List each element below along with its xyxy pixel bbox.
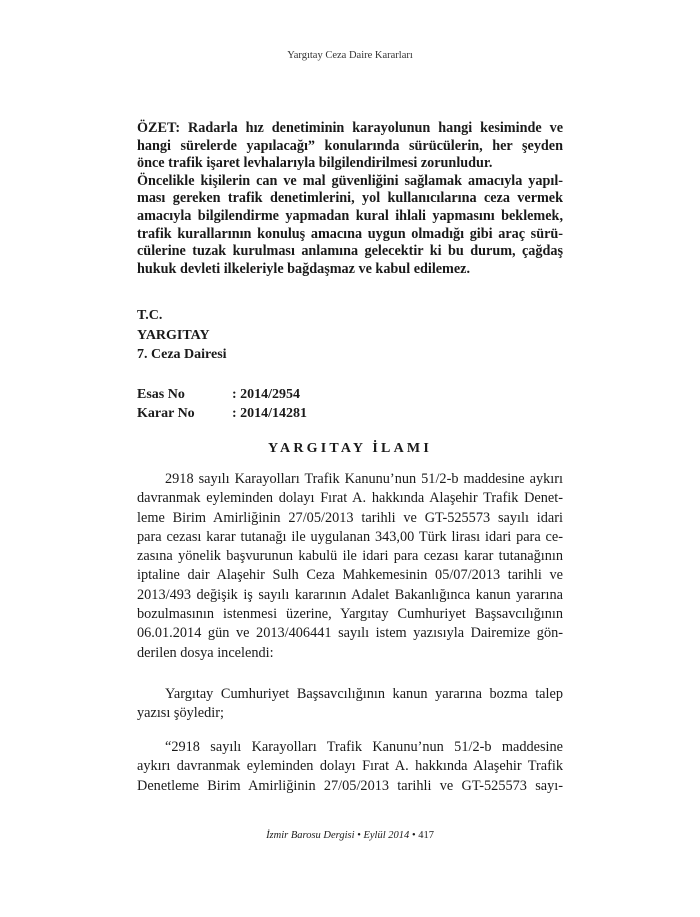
summary — [137, 120, 563, 278]
text-line: derilen dosya incelendi: — [137, 644, 274, 661]
esas-value: : 2014/2954 — [232, 387, 301, 402]
text-line: davranmak eyleminden dolayı Fırat A. hakkında Alaşehir Trafik Denet- — [137, 490, 563, 507]
text-line: iptaline dair Alaşehir Sulh Ceza Mahkemesinin 05/07/2013 tarihli ve — [137, 567, 563, 584]
court-tc: T.C. — [137, 308, 163, 323]
text-line: para cezası karar tutanağı ile uygulanan 343,00 Türk lirası idari para ce- — [137, 528, 563, 545]
text-line: 2918 sayılı Karayolları Trafik Kanunu’nun 51/2-b maddesine aykırı — [165, 471, 563, 487]
text-line: Yargıtay Cumhuriyet Başsavcılığının kanun yararına bozma talep — [165, 686, 563, 702]
text-line: amacıyla bilgilendirme yapmadan kural ihlali yapmasını beklemek, — [137, 207, 563, 224]
text-line: trafik kurallarının konuluş amacına uygun olmadığı gibi araç sürü- — [137, 225, 563, 242]
page-footer — [0, 830, 700, 841]
text-line: hangi sürelerde yapılacağı” konularında sürücülerin, her şeyden — [137, 137, 563, 154]
paragraph-2 — [137, 685, 563, 724]
page-number: 417 — [418, 830, 434, 841]
decision-title: YARGITAY İLAMI — [268, 441, 432, 456]
text-line: “2918 sayılı Karayolları Trafik Kanunu’nun 51/2-b maddesine — [165, 739, 563, 755]
paragraph-1 — [137, 470, 563, 663]
karar-value: : 2014/14281 — [232, 406, 308, 421]
text-line: önce trafik işaret levhalarıyla bilgilendirilmesi zorunludur. — [137, 155, 493, 172]
text-line: 06.01.2014 gün ve 2013/406441 sayılı istem yazısıyla Dairemize gön- — [137, 625, 563, 642]
text-line: yazısı şöyledir; — [137, 705, 224, 722]
journal-name: İzmir Barosu Dergisi • Eylül 2014 • — [266, 830, 416, 841]
text-line: ması gereken trafik denetimlerini, yol kullanıcılarına ceza vermek — [137, 190, 563, 207]
text-line: bozulmasının istenmesi üzerine, Yargıtay Cumhuriyet Başsavcılığının — [137, 606, 563, 623]
esas-label: Esas No — [137, 387, 185, 402]
court-info — [137, 306, 563, 365]
case-numbers — [137, 385, 563, 423]
court-name: YARGITAY — [137, 327, 210, 343]
text-line: 2013/493 değişik iş sayılı kararının Adalet Bakanlığınca kanun yararına — [137, 586, 563, 603]
text-line: aykırı davranmak eyleminden dolayı Fırat A. hakkında Alaşehir Trafik — [137, 758, 563, 775]
court-chamber: 7. Ceza Dairesi — [137, 347, 227, 362]
text-line: Denetleme Birim Amirliğinin 27/05/2013 tarihli ve GT-525573 sayı- — [137, 777, 563, 794]
karar-label: Karar No — [137, 406, 195, 421]
text-line: hukuk devleti ilkeleriyle bağdaşmaz ve kabul edilemez. — [137, 260, 471, 277]
paragraph-3 — [137, 738, 563, 796]
text-line: cülerine tuzak kurulması anlamına gelecektir ki bu durum, çağdaş — [137, 243, 563, 260]
text-line: leme Birim Amirliğinin 27/05/2013 tarihli ve GT-525573 sayılı idari — [137, 509, 563, 526]
text-line: Öncelikle kişilerin can ve mal güvenliğini sağlamak amacıyla yapıl- — [137, 172, 563, 189]
running-header: Yargıtay Ceza Daire Kararları — [287, 50, 413, 61]
text-line: zasına yönelik başvurunun kabulü ile idari para cezası karar tutanağının — [137, 548, 563, 565]
text-line: ÖZET: Radarla hız denetiminin karayolunun hangi kesiminde ve — [137, 120, 563, 136]
